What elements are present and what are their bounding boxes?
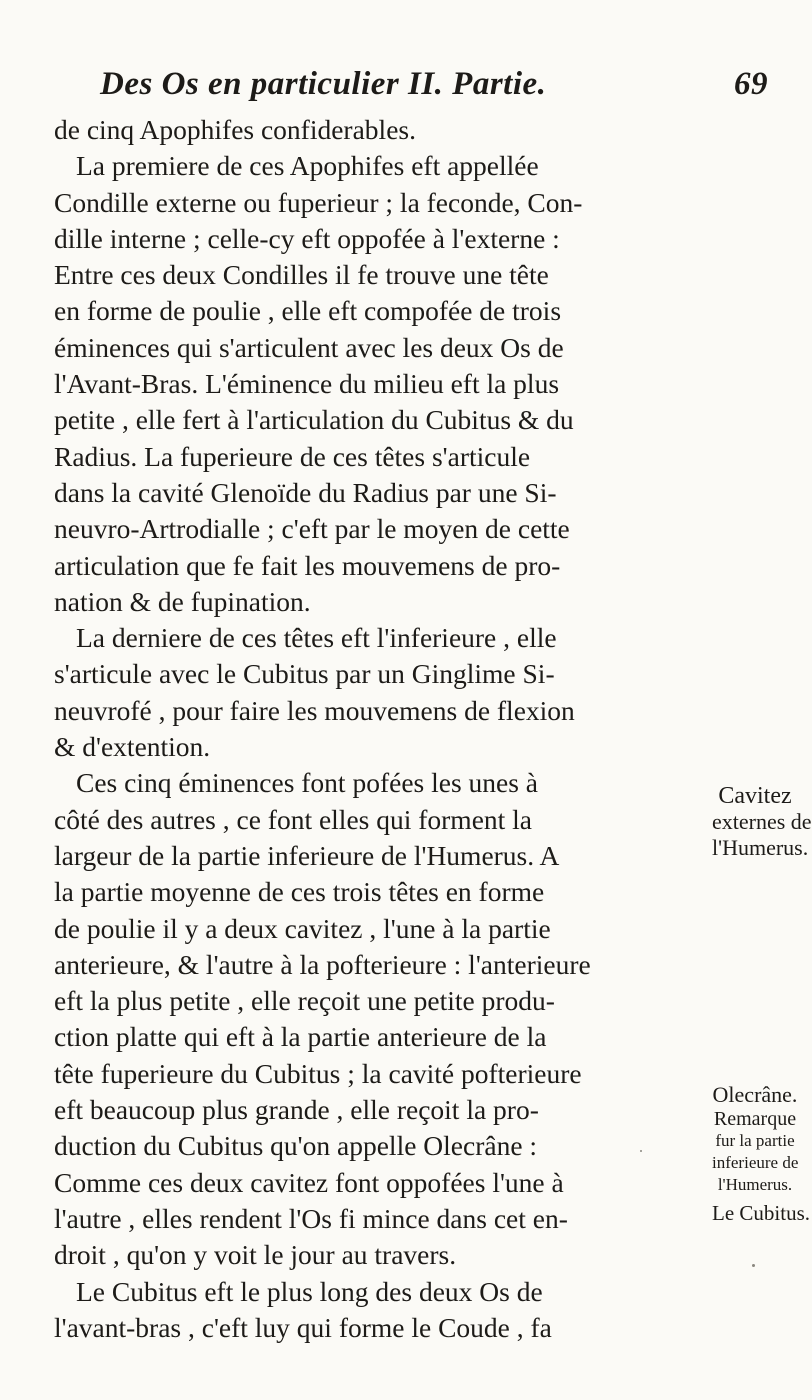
text-line: de cinq Apophifes confiderables. — [54, 114, 416, 145]
text-line: articulation que fe fait les mouvemens de pro- — [54, 549, 561, 581]
page-number: 69 — [734, 66, 768, 102]
margin-note-line: Olecrâne. — [712, 1082, 798, 1107]
margin-note-cubitus — [712, 1200, 810, 1226]
text-line: eft beaucoup plus grande , elle reçoit la pro- — [54, 1094, 539, 1126]
text-line: l'Avant-Bras. L'éminence du milieu eft la plus — [54, 368, 560, 400]
text-line: la partie moyenne de ces trois têtes en forme — [54, 876, 545, 908]
margin-note-remarque — [712, 1108, 798, 1196]
text-line: Comme ces deux cavitez font oppofées l'une à — [54, 1166, 564, 1198]
margin-note-line: Remarque — [713, 1108, 797, 1130]
margin-note-line: externes de — [712, 809, 812, 834]
text-line: dans la cavité Glenoïde du Radius par une Si- — [54, 476, 557, 508]
text-line: Radius. La fuperieure de ces têtes s'articule — [54, 440, 531, 472]
running-title: Des Os en particulier II. Partie. — [100, 66, 547, 102]
text-line: nation & de fupination. — [54, 585, 311, 617]
text-line: neuvro-Artrodialle ; c'eft par le moyen de cette — [54, 513, 570, 545]
text-line: ction platte qui eft à la partie anterieure de la — [54, 1021, 547, 1053]
text-line: dille interne ; celle-cy eft oppofée à l'externe : — [54, 222, 560, 254]
text-line: duction du Cubitus qu'on appelle Olecrâne : — [54, 1130, 538, 1162]
text-line: eft la plus petite , elle reçoit une petite produ- — [54, 985, 555, 1017]
text-line: La premiere de ces Apophifes eft appellée — [76, 150, 539, 182]
text-line: Entre ces deux Condilles il fe trouve une tête — [54, 259, 549, 291]
text-line: largeur de la partie inferieure de l'Humerus. A — [54, 839, 560, 871]
text-line: l'avant-bras , c'eft luy qui forme le Coude , fa — [54, 1311, 552, 1343]
text-line: Condille externe ou fuperieur ; la feconde, Con- — [54, 186, 583, 218]
margin-note-line: l'Humerus. — [717, 1175, 793, 1194]
text-line: petite , elle fert à l'articulation du Cubitus & du — [54, 404, 574, 436]
text-line: l'autre , elles rendent l'Os fi mince dans cet en- — [54, 1202, 568, 1234]
text-line: Le Cubitus eft le plus long des deux Os de — [76, 1275, 543, 1307]
margin-note-line: fur la partie — [715, 1131, 795, 1150]
margin-note-line: l'Humerus. — [712, 835, 809, 860]
margin-note-line: Cavitez — [718, 783, 792, 809]
paper-speck — [752, 1264, 755, 1267]
margin-note-line: inferieure de — [712, 1153, 799, 1172]
text-line: en forme de poulie , elle eft compofée de trois — [54, 295, 562, 327]
text-line: & d'extention. — [54, 731, 211, 763]
text-line: neuvrofé , pour faire les mouvemens de flexion — [54, 694, 575, 726]
text-line: de poulie il y a deux cavitez , l'une à la partie — [54, 912, 551, 944]
text-line: éminences qui s'articulent avec les deux Os de — [54, 331, 564, 363]
text-line: anterieure, & l'autre à la pofterieure : l'anterieure — [54, 948, 591, 980]
text-line: droit , qu'on y voit le jour au travers. — [54, 1239, 457, 1271]
text-line: s'articule avec le Cubitus par un Ginglime Si- — [54, 658, 555, 690]
running-header — [100, 66, 768, 103]
margin-note-line: Le Cubitus. — [712, 1201, 810, 1225]
margin-note-olecrane — [712, 1082, 798, 1108]
text-line: La derniere de ces têtes eft l'inferieure , elle — [76, 622, 557, 654]
text-line: tête fuperieure du Cubitus ; la cavité pofterieure — [54, 1057, 582, 1089]
text-line: Ces cinq éminences font pofées les unes à — [76, 767, 539, 799]
main-text — [54, 112, 694, 1346]
text-line: côté des autres , ce font elles qui forment la — [54, 803, 533, 835]
margin-note-cavitez — [712, 783, 812, 861]
paper-speck — [640, 1150, 642, 1152]
